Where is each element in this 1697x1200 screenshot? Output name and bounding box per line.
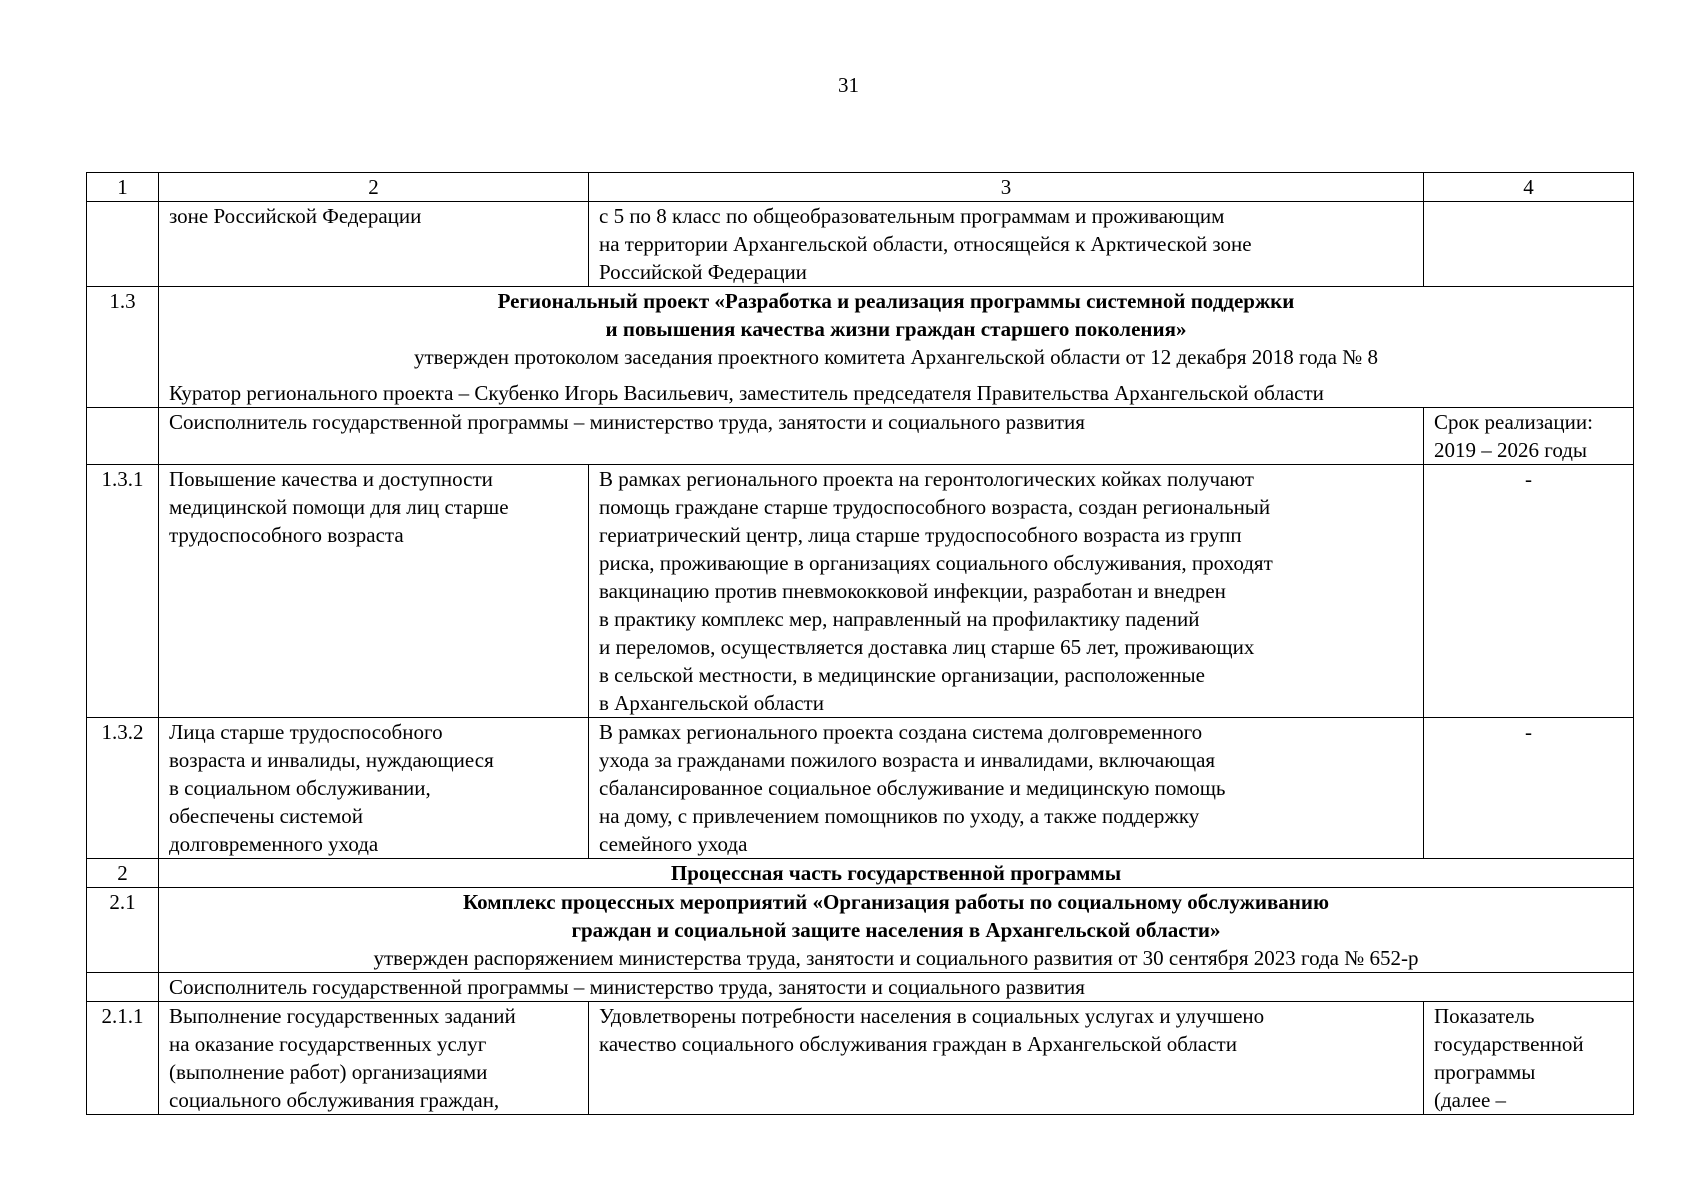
- complex-title-line: Комплекс процессных мероприятий «Организация работы по социальному обслуживанию: [462, 890, 1330, 914]
- section-2-1-header-row: [87, 888, 1634, 973]
- table-row-1-3-1: [87, 465, 1634, 718]
- text-line: на территории Архангельской области, относящейся к Арктической зоне: [599, 232, 1252, 256]
- text-line: на дому, с привлечением помощников по уходу, а также поддержку: [599, 804, 1200, 828]
- table-row-2-1-1: [87, 1002, 1634, 1115]
- page-number: 31: [838, 73, 859, 97]
- coexecutor-cell: [159, 973, 1634, 1002]
- task-name-cell: [159, 202, 589, 287]
- section-number: 2.1: [87, 888, 159, 973]
- implementation-term-cell: [1424, 408, 1634, 465]
- text-line: зоне Российской Федерации: [169, 204, 422, 228]
- column-header-3: 3: [589, 173, 1424, 202]
- text-line: Лица старше трудоспособного: [169, 720, 443, 744]
- text-line: социального обслуживания граждан,: [169, 1088, 500, 1112]
- curator-line: Куратор регионального проекта – Скубенко Игорь Васильевич, заместитель председателя Правительства Архангельской области: [169, 381, 1324, 405]
- row-number: 1.3.2: [87, 718, 159, 859]
- text-line: в практику комплекс мер, направленный на профилактику падений: [599, 607, 1200, 631]
- text-line: Удовлетворены потребности населения в социальных услугах и улучшено: [599, 1004, 1265, 1028]
- text-line: и переломов, осуществляется доставка лиц старше 65 лет, проживающих: [599, 635, 1255, 659]
- section-1-3-coexecutor-row: [87, 408, 1634, 465]
- text-line: на оказание государственных услуг: [169, 1032, 487, 1056]
- text-line: качество социального обслуживания граждан в Архангельской области: [599, 1032, 1237, 1056]
- text-line: помощь граждане старше трудоспособного возраста, создан региональный: [599, 495, 1271, 519]
- text-line: риска, проживающие в организациях социального обслуживания, проходят: [599, 551, 1273, 575]
- text-line: Повышение качества и доступности: [169, 467, 493, 491]
- coexecutor-cell: [159, 408, 1424, 465]
- process-complex-title-cell: [159, 888, 1634, 973]
- text-line: программы: [1434, 1060, 1536, 1084]
- text-line: долговременного ухода: [169, 832, 379, 856]
- section-2-header-row: [87, 859, 1634, 888]
- indicator-cell: [1424, 202, 1634, 287]
- table-row-1-3-2: [87, 718, 1634, 859]
- approval-line: утвержден распоряжением министерства труда, занятости и социального развития от 30 сентября 2023 года № 652-р: [373, 946, 1419, 970]
- text-line: в социальном обслуживании,: [169, 776, 431, 800]
- term-label: Срок реализации:: [1434, 410, 1593, 434]
- indicator-cell: -: [1424, 718, 1634, 859]
- column-header-1: 1: [87, 173, 159, 202]
- text-line: Российской Федерации: [599, 260, 807, 284]
- text-line: возраста и инвалиды, нуждающиеся: [169, 748, 494, 772]
- text-line: в Архангельской области: [599, 691, 824, 715]
- text-line: гериатрический центр, лица старше трудоспособного возраста из групп: [599, 523, 1242, 547]
- text-line: сбалансированное социальное обслуживание и медицинскую помощь: [599, 776, 1226, 800]
- task-name-cell: [159, 1002, 589, 1115]
- section-number: 1.3: [87, 287, 159, 408]
- approval-line: утвержден протоколом заседания проектного комитета Архангельской области от 12 декабря 2018 года № 8: [413, 345, 1379, 369]
- result-description-cell: [589, 718, 1424, 859]
- column-header-2: 2: [159, 173, 589, 202]
- text-line: (далее –: [1434, 1088, 1507, 1112]
- project-title-line: и повышения качества жизни граждан старшего поколения»: [605, 317, 1187, 341]
- text-line: в сельской местности, в медицинские организации, расположенные: [599, 663, 1205, 687]
- term-value: 2019 – 2026 годы: [1434, 438, 1588, 462]
- text-line: трудоспособного возраста: [169, 523, 404, 547]
- text-line: (выполнение работ) организациями: [169, 1060, 488, 1084]
- result-description-cell: [589, 202, 1424, 287]
- indicator-cell: [1424, 1002, 1634, 1115]
- task-name-cell: [159, 465, 589, 718]
- empty-number-cell: [87, 973, 159, 1002]
- text-line: семейного ухода: [599, 832, 748, 856]
- indicator-cell: -: [1424, 465, 1634, 718]
- coexecutor-text: Соисполнитель государственной программы – министерство труда, занятости и социального развития: [169, 975, 1085, 999]
- text-line: государственной: [1434, 1032, 1584, 1056]
- section-title: Процессная часть государственной программы: [159, 859, 1634, 888]
- text-line: ухода за гражданами пожилого возраста и инвалидами, включающая: [599, 748, 1216, 772]
- row-number: 2.1.1: [87, 1002, 159, 1115]
- regional-project-title-cell: [159, 287, 1634, 408]
- text-line: обеспечены системой: [169, 804, 363, 828]
- complex-title-line: граждан и социальной защите населения в Архангельской области»: [571, 918, 1221, 942]
- continuation-row: [87, 202, 1634, 287]
- section-2-1-coexecutor-row: [87, 973, 1634, 1002]
- result-description-cell: [589, 465, 1424, 718]
- text-line: с 5 по 8 класс по общеобразовательным программам и проживающим: [599, 204, 1225, 228]
- section-1-3-header-row: [87, 287, 1634, 408]
- coexecutor-text: Соисполнитель государственной программы – министерство труда, занятости и социального развития: [169, 410, 1085, 434]
- row-number: [87, 202, 159, 287]
- result-description-cell: [589, 1002, 1424, 1115]
- column-header-4: 4: [1424, 173, 1634, 202]
- row-number: 1.3.1: [87, 465, 159, 718]
- section-number: 2: [87, 859, 159, 888]
- text-line: медицинской помощи для лиц старше: [169, 495, 509, 519]
- project-title-line: Региональный проект «Разработка и реализация программы системной поддержки: [497, 289, 1295, 313]
- text-line: В рамках регионального проекта создана система долговременного: [599, 720, 1203, 744]
- text-line: Показатель: [1434, 1004, 1535, 1028]
- text-line: вакцинацию против пневмококковой инфекции, разработан и внедрен: [599, 579, 1226, 603]
- empty-number-cell: [87, 408, 159, 465]
- column-number-header-row: [87, 173, 1634, 202]
- text-line: Выполнение государственных заданий: [169, 1004, 516, 1028]
- task-name-cell: [159, 718, 589, 859]
- text-line: В рамках регионального проекта на геронтологических койках получают: [599, 467, 1254, 491]
- program-table: [86, 172, 1634, 1115]
